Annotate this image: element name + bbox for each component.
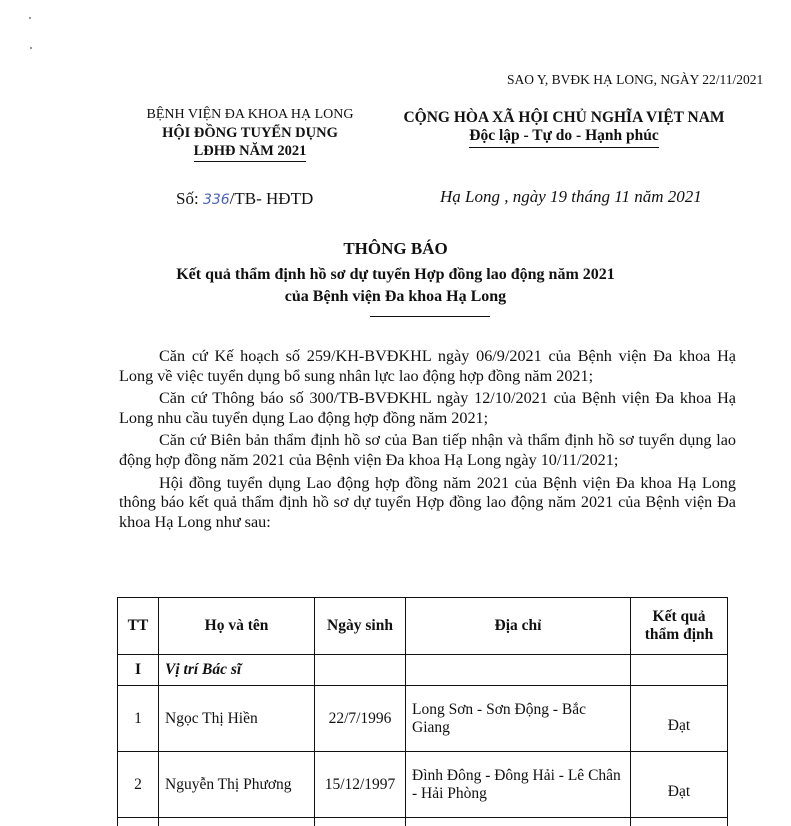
section-title: Vị trí Bác sĩ bbox=[159, 655, 315, 686]
candidate-result: Đạt bbox=[631, 752, 728, 818]
header-result bbox=[631, 598, 728, 655]
row-number: 1 bbox=[118, 686, 159, 752]
document-body bbox=[119, 347, 736, 535]
document-number-suffix: /TB- HĐTD bbox=[230, 189, 314, 208]
country-name: CỘNG HÒA XÃ HỘI CHỦ NGHĨA VIỆT NAM bbox=[392, 109, 736, 127]
table-section-row bbox=[118, 655, 728, 686]
national-heading bbox=[392, 109, 736, 148]
empty-cell bbox=[315, 655, 406, 686]
document-number bbox=[176, 189, 313, 209]
empty-cell bbox=[315, 818, 406, 826]
header-address: Địa chỉ bbox=[406, 598, 631, 655]
handwritten-number: 336 bbox=[203, 192, 230, 208]
scan-speck bbox=[30, 47, 32, 49]
document-title: THÔNG BÁO bbox=[0, 239, 791, 259]
council-year: LĐHĐ NĂM 2021 bbox=[194, 142, 307, 162]
council-name: HỘI ĐỒNG TUYỂN DỤNG bbox=[110, 124, 390, 142]
candidate-address: Long Sơn - Sơn Động - Bắc Giang bbox=[406, 686, 631, 752]
header-name: Họ và tên bbox=[159, 598, 315, 655]
candidate-result: Đạt bbox=[631, 686, 728, 752]
subtitle-line-2: của Bệnh viện Đa khoa Hạ Long bbox=[0, 286, 791, 308]
document-subtitle bbox=[0, 264, 791, 308]
candidate-name: Ngọc Thị Hiền bbox=[159, 686, 315, 752]
header-result-line-2: thẩm định bbox=[637, 626, 721, 644]
candidate-dob: 22/7/1996 bbox=[315, 686, 406, 752]
table-row-cut-off bbox=[118, 818, 728, 826]
header-dob: Ngày sinh bbox=[315, 598, 406, 655]
scan-speck bbox=[29, 17, 31, 19]
table-row bbox=[118, 752, 728, 818]
empty-cell bbox=[631, 655, 728, 686]
paragraph-minutes: Căn cứ Biên bản thẩm định hồ sơ của Ban tiếp nhận và thẩm định hồ sơ tuyển dụng lao động hợp đồng năm 2021 của Bệnh viện Đa khoa Hạ Long ngày 10/11/2021; bbox=[119, 431, 736, 470]
empty-cell bbox=[406, 655, 631, 686]
hospital-name: BỆNH VIỆN ĐA KHOA HẠ LONG bbox=[110, 106, 390, 124]
row-number: 2 bbox=[118, 752, 159, 818]
subtitle-line-1: Kết quả thẩm định hồ sơ dự tuyển Hợp đồng lao động năm 2021 bbox=[0, 264, 791, 286]
issue-date: Hạ Long , ngày 19 tháng 11 năm 2021 bbox=[440, 187, 702, 207]
section-number: I bbox=[118, 655, 159, 686]
empty-cell bbox=[118, 818, 159, 826]
table-row bbox=[118, 686, 728, 752]
header-tt: TT bbox=[118, 598, 159, 655]
empty-cell bbox=[631, 818, 728, 826]
candidate-address: Đình Đông - Đông Hải - Lê Chân - Hải Phòng bbox=[406, 752, 631, 818]
results-table bbox=[117, 597, 728, 826]
copy-certification-note: SAO Y, BVĐK HẠ LONG, NGÀY 22/11/2021 bbox=[507, 72, 763, 88]
issuing-organization bbox=[110, 106, 390, 162]
paragraph-notice: Căn cứ Thông báo số 300/TB-BVĐKHL ngày 12/10/2021 của Bệnh viện Đa khoa Hạ Long nhu cầu tuyển dụng Lao động hợp đồng năm 2021; bbox=[119, 389, 736, 428]
empty-cell bbox=[159, 818, 315, 826]
paragraph-announcement: Hội đồng tuyển dụng Lao động hợp đồng năm 2021 của Bệnh viện Đa khoa Hạ Long thông báo kết quả thẩm định hồ sơ dự tuyển Hợp đồng lao động năm 2021 của Bệnh viện Đa khoa Hạ Long như sau: bbox=[119, 474, 736, 533]
title-underline bbox=[370, 316, 490, 317]
header-result-line-1: Kết quả bbox=[637, 608, 721, 626]
document-number-prefix: Số: bbox=[176, 189, 199, 208]
candidate-name: Nguyễn Thị Phương bbox=[159, 752, 315, 818]
paragraph-plan: Căn cứ Kế hoạch số 259/KH-BVĐKHL ngày 06/9/2021 của Bệnh viện Đa khoa Hạ Long về việc tuyển dụng bổ sung nhân lực lao động hợp đồng năm 2021; bbox=[119, 347, 736, 386]
empty-cell bbox=[406, 818, 631, 826]
national-motto: Độc lập - Tự do - Hạnh phúc bbox=[469, 127, 658, 148]
candidate-dob: 15/12/1997 bbox=[315, 752, 406, 818]
table-header-row bbox=[118, 598, 728, 655]
